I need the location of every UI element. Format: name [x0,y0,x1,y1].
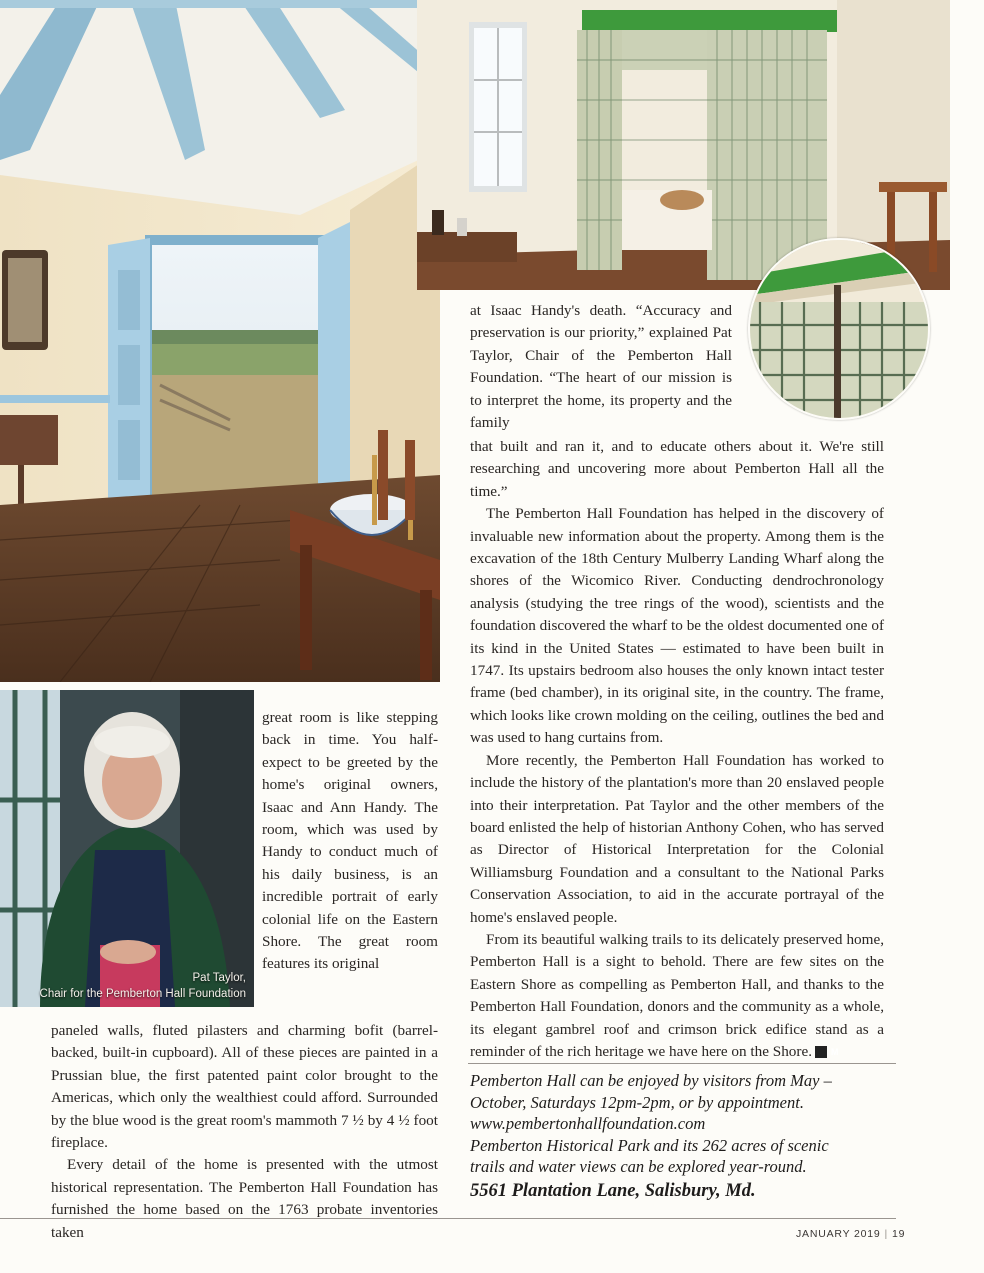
left-column-lower [51,1020,438,1244]
right-column-paragraph-4 [470,929,884,1063]
tester-frame-detail-photo [748,238,930,420]
right-column-paragraph-1-continued: that built and ran it, and to educate others about it. We're still researching and uncovering more about Pemberton Hall all the time.” [470,438,884,500]
page-bottom-rule [0,1218,896,1219]
right-column-paragraph-4-text: From its beautiful walking trails to its delicately preserved home, Pemberton Hall is a sight to behold. There are few sites on the Eastern Shore as compelling as Pemberton Hall, and thanks to the Pemberton Hall Foundation, donors and the community as a whole, its elegant gambrel roof and crimson brick edifice stand as a reminder of the rich heritage we have here on the Shore. [470,930,884,1060]
footer-separator: | [884,1228,889,1240]
page-footer [796,1228,905,1240]
photo-caption [16,970,246,1002]
info-website-link[interactable]: www.pembertonhallfoundation.com [470,1114,706,1133]
footer-page-number: 19 [892,1228,906,1240]
info-line-1: Pemberton Hall can be enjoyed by visitors from May – [470,1071,832,1090]
left-column-paragraph-1-continued: paneled walls, fluted pilasters and charming bofit (barrel-backed, built-in cupboard). All of these pieces are painted in a Prussian blue, the first patented paint color brought to the Americas, which only the wealthiest could afford. Surrounded by the blue wood is the great room's mammoth 7 ½ by 4 ½ foot fireplace. [51,1022,438,1152]
right-column-upper [470,300,732,434]
left-column-paragraph-1: great room is like stepping back in time. You half-expect to be greeted by the home's original owners, Isaac and Ann Handy. The room, which was used by Handy to conduct much of his daily business, is an incredible portrait of early colonial life on the Eastern Shore. The great room features its original [262,709,438,973]
tester-detail-illustration [750,240,928,418]
caption-name: Pat Taylor, [192,972,246,984]
info-address: 5561 Plantation Lane, Salisbury, Md. [470,1180,756,1201]
info-line-4: Pemberton Historical Park and its 262 acres of scenic [470,1135,829,1155]
right-column-paragraph-3: More recently, the Pemberton Hall Foundation has worked to include the history of the plantation's more than 20 enslaved people into their interpretation. Pat Taylor and the other members of the board enlisted the help of historian Anthony Cohen, who has served as Director of Historical Interpretation for the Colonial Williamsburg Foundation and a consultant to the National Parks Conservation Association, to aid in the accurate portrayal of the home's enslaved people. [470,751,884,926]
right-column-paragraph-1: at Isaac Handy's death. “Accuracy and preservation is our priority,” explained Pat Taylor, Chair of the Pemberton Hall Foundation. “The heart of our mission is to interpret the home, its property and the family [470,302,732,432]
info-line-2: October, Saturdays 12pm-2pm, or by appointment. [470,1092,804,1112]
great-room-illustration [0,0,440,682]
right-column-paragraph-2: The Pemberton Hall Foundation has helped in the discovery of invaluable new information about the property. Among them is the excavation of the 18th Century Mulberry Landing Wharf along the shores of the Wicomico River. Conducting dendrochronology analysis (studying the tree rings of the wood), scientists and the foundation discovered the wharf to be the oldest documented one of its kind in the United States — estimated to have been built in 1747. Its upstairs bedroom also houses the only known intact tester frame (bed chamber), in its original site, in the country. The frame, which looks like crown molding on the ceiling, outlines the bed and was used to hang curtains from. [470,505,884,747]
footer-issue: JANUARY 2019 [796,1228,881,1240]
info-line-5: trails and water views can be explored year-round. [470,1157,807,1176]
right-column-lower [470,436,884,1063]
end-mark-icon: M [815,1046,827,1058]
left-column-paragraph-2: Every detail of the home is presented with the utmost historical representation. The Pemberton Hall Foundation has furnished the home based on the 1763 probate inventories taken [51,1156,438,1241]
left-column-upper [262,707,438,976]
portrait-photo [0,690,254,1007]
great-room-photo [0,0,440,682]
visitor-info-box [470,1070,895,1204]
infobox-top-rule [468,1063,896,1064]
caption-title: Chair for the Pemberton Hall Foundation [39,988,246,1000]
portrait-illustration [0,690,254,1007]
